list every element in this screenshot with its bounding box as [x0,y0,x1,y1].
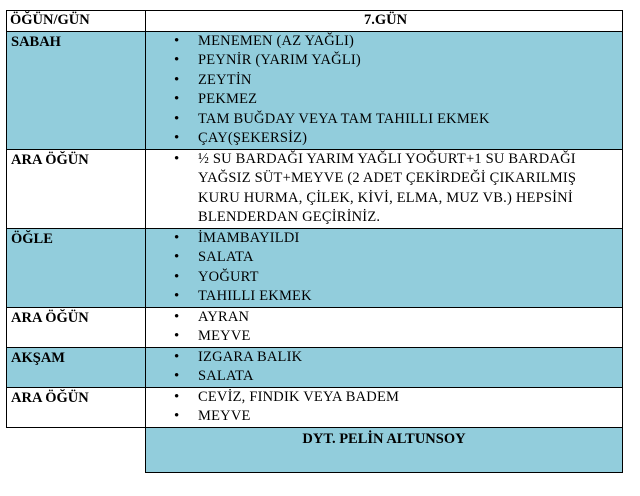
header-meal-day: ÖĞÜN/GÜN [7,11,146,32]
table-row-ara-ogun-2 [7,307,623,347]
item-list [146,308,622,347]
list-item: • MEYVE [198,407,622,427]
table-row-ara-ogun-1 [7,149,623,228]
meal-items [146,31,623,149]
list-item: • IZGARA BALIK [198,348,622,368]
list-item: • MENEMEN (AZ YAĞLI) [198,32,622,52]
meal-label: ÖĞLE [7,228,146,307]
list-item: • MEYVE [198,327,622,347]
item-list [146,388,622,427]
meal-label: ARA ÖĞÜN [7,149,146,228]
table-row-ara-ogun-3 [7,387,623,427]
list-item: • CEVİZ, FINDIK VEYA BADEM [198,388,622,408]
list-item: • PEYNİR (YARIM YAĞLI) [198,51,622,71]
meal-items [146,387,623,427]
item-list [146,229,622,307]
meal-items [146,228,623,307]
meal-items [146,149,623,228]
meal-label: AKŞAM [7,347,146,387]
list-item: • TAHILLI EKMEK [198,287,622,307]
list-item: • SALATA [198,367,622,387]
meal-label: SABAH [7,31,146,149]
list-item: • ZEYTİN [198,71,622,91]
meal-label: ARA ÖĞÜN [7,307,146,347]
meal-items [146,307,623,347]
meal-label: ARA ÖĞÜN [7,387,146,427]
table-row-ogle [7,228,623,307]
empty-cell [7,427,146,472]
list-item: • TAM BUĞDAY VEYA TAM TAHILLI EKMEK [198,110,622,130]
list-item: • AYRAN [198,308,622,328]
signature-row [7,427,623,472]
meal-items [146,347,623,387]
table-row-aksam [7,347,623,387]
item-list [146,32,622,149]
diet-plan-table [6,10,623,473]
header-day: 7.GÜN [146,11,623,32]
list-item: • SALATA [198,248,622,268]
list-item: • ÇAY(ŞEKERSİZ) [198,129,622,149]
dietitian-signature: DYT. PELİN ALTUNSOY [146,427,623,472]
table-row-sabah [7,31,623,149]
item-list [146,348,622,387]
list-item: • ½ SU BARDAĞI YARIM YAĞLI YOĞURT+1 SU BARDAĞI YAĞSIZ SÜT+MEYVE (2 ADET ÇEKİRDEĞİ ÇIKARILMIŞ KURU HURMA, ÇİLEK, KİVİ, ELMA, MUZ VB.) HEPSİNİ BLENDERDAN GEÇİRİNİZ. [198,150,622,228]
list-item: • PEKMEZ [198,90,622,110]
list-item: • YOĞURT [198,268,622,288]
header-row [7,11,623,32]
list-item: • İMAMBAYILDI [198,229,622,249]
item-list [146,150,622,228]
